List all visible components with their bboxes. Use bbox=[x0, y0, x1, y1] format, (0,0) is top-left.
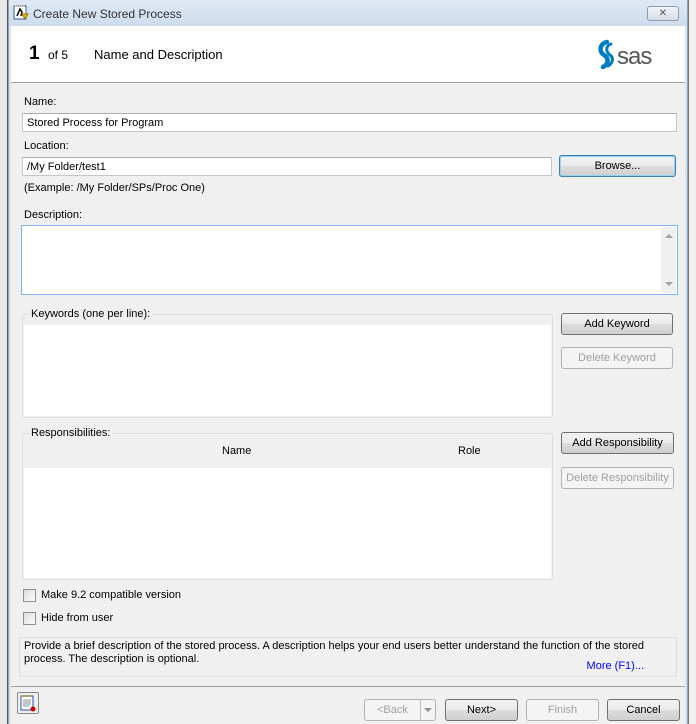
window-title: Create New Stored Process bbox=[33, 7, 182, 21]
delete-keyword-button[interactable]: Delete Keyword bbox=[561, 347, 673, 369]
column-header-role[interactable]: Role bbox=[458, 445, 481, 457]
responsibilities-group bbox=[22, 427, 553, 580]
close-button[interactable] bbox=[647, 6, 679, 21]
finish-button[interactable]: Finish bbox=[526, 699, 599, 721]
responsibilities-legend: Responsibilities: bbox=[31, 427, 111, 439]
svg-text:sas: sas bbox=[617, 43, 652, 70]
add-keyword-button[interactable]: Add Keyword bbox=[561, 313, 673, 335]
name-input[interactable] bbox=[22, 113, 677, 132]
step-title: Name and Description bbox=[94, 47, 223, 62]
description-textarea[interactable] bbox=[21, 225, 678, 295]
notes-button[interactable] bbox=[17, 692, 39, 714]
back-dropdown-icon[interactable] bbox=[420, 700, 435, 720]
step-count: of 5 bbox=[48, 48, 69, 62]
next-button[interactable]: Next> bbox=[445, 699, 518, 721]
location-label: Location: bbox=[24, 140, 69, 152]
background-window-left bbox=[0, 0, 8, 724]
more-help-link[interactable]: More (F1)... bbox=[586, 660, 644, 672]
help-panel bbox=[19, 637, 677, 677]
compatible-checkbox[interactable] bbox=[23, 589, 36, 602]
back-label: <Back bbox=[377, 704, 408, 716]
step-number: 1 bbox=[29, 43, 40, 64]
footer-separator bbox=[11, 686, 685, 687]
stored-process-icon bbox=[13, 5, 29, 21]
wizard-header bbox=[11, 26, 685, 83]
title-bar[interactable] bbox=[9, 0, 687, 26]
location-input[interactable] bbox=[22, 157, 552, 176]
keywords-group bbox=[22, 308, 553, 418]
keywords-legend: Keywords (one per line): bbox=[31, 308, 151, 320]
keywords-list[interactable] bbox=[24, 325, 551, 416]
description-label: Description: bbox=[24, 209, 83, 221]
wizard-dialog bbox=[8, 0, 688, 724]
hide-from-user-label[interactable]: Hide from user bbox=[41, 612, 114, 624]
back-button[interactable] bbox=[364, 699, 436, 721]
help-text: Provide a brief description of the stored process. A description helps your end users better understand the function of the stored process. The description is optional. bbox=[24, 640, 645, 665]
notes-icon bbox=[18, 693, 38, 713]
add-responsibility-button[interactable]: Add Responsibility bbox=[561, 432, 674, 454]
sas-logo bbox=[593, 36, 677, 74]
cancel-button[interactable]: Cancel bbox=[607, 699, 680, 721]
client-area bbox=[11, 26, 685, 724]
browse-button[interactable]: Browse... bbox=[559, 155, 676, 177]
name-label: Name: bbox=[24, 96, 57, 108]
responsibilities-table[interactable] bbox=[24, 468, 551, 578]
background-window-right bbox=[688, 0, 696, 724]
location-example: (Example: /My Folder/SPs/Proc One) bbox=[24, 182, 205, 194]
column-header-name[interactable]: Name bbox=[222, 445, 252, 457]
compatible-label[interactable]: Make 9.2 compatible version bbox=[41, 589, 182, 601]
hide-from-user-checkbox[interactable] bbox=[23, 612, 36, 625]
description-scrollbar[interactable] bbox=[661, 227, 676, 293]
scroll-down-icon[interactable] bbox=[665, 282, 673, 286]
delete-responsibility-button[interactable]: Delete Responsibility bbox=[561, 467, 674, 489]
close-icon: ✕ bbox=[658, 8, 668, 19]
scroll-up-icon[interactable] bbox=[665, 234, 673, 238]
